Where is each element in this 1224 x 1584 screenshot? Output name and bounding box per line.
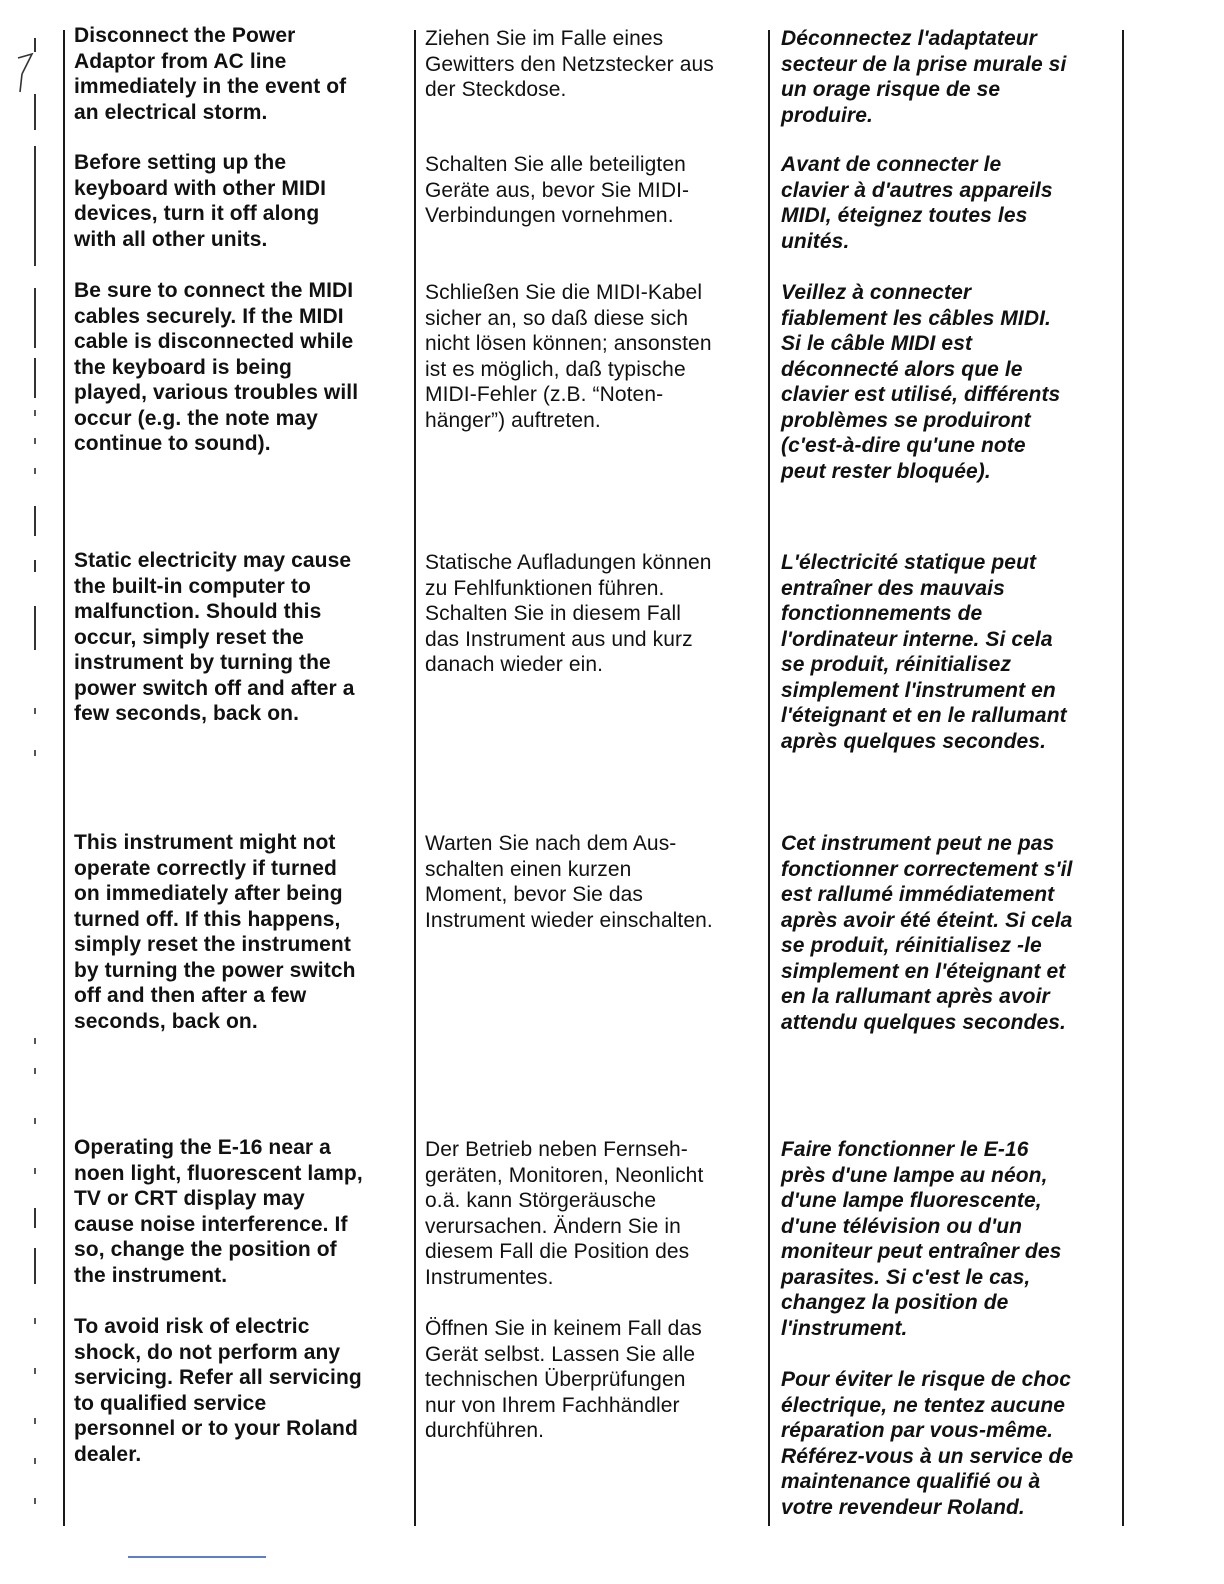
french-text-power-storm: Déconnectez l'adaptateur secteur de la prise murale si un orage risque de se produire.: [781, 27, 1067, 127]
column-rule-right: [768, 30, 770, 1526]
french-text-midi-cables: Veillez à connecter fiablement les câbles MIDI. Si le câble MIDI est déconnecté alors que le clavier est utilisé, différents problèmes se produiront (c'est-à-dire qu'une note peut rester bloquée).: [781, 281, 1061, 483]
german-text-electric-shock: Öffnen Sie in keinem Fall das Gerät selbst. Lassen Sie alle technischen Überprüfungen nur von Ihrem Fachhändler durchführen.: [425, 1317, 702, 1442]
column-rule-middle: [414, 30, 416, 1526]
german-text-noise-interference: Der Betrieb neben Fernseh- geräten, Monitoren, Neonlicht o.ä. kann Störgeräusche verursachen. Ändern Sie in diesem Fall die Position des Instrumentes.: [425, 1138, 704, 1289]
french-text-midi-setup: Avant de connecter le clavier à d'autres appareils MIDI, éteignez toutes les unités.: [781, 153, 1053, 253]
german-text-midi-cables: Schließen Sie die MIDI-Kabel sicher an, so daß diese sich nicht lösen können; ansonsten ist es möglich, daß typische MIDI-Fehler (z.B. “Noten- hänger”) auftreten.: [425, 281, 712, 432]
english-text-power-storm: Disconnect the Power Adaptor from AC line immediately in the event of an electrical storm.: [74, 24, 347, 124]
column-rule-far-right: [1122, 30, 1124, 1526]
english-text-static-electricity: Static electricity may cause the built-in computer to malfunction. Should this occur, simply reset the instrument by turning the power switch off and after a few seconds, back on.: [74, 549, 355, 725]
english-text-midi-cables: Be sure to connect the MIDI cables securely. If the MIDI cable is disconnected while the keyboard is being played, various troubles will occur (e.g. the note may continue to sound).: [74, 279, 359, 455]
german-text-static-electricity: Statische Aufladungen können zu Fehlfunktionen führen. Schalten Sie in diesem Fall das Instrument aus und kurz danach wieder ein.: [425, 551, 712, 676]
column-rule-left: [63, 30, 65, 1526]
french-text-electric-shock: Pour éviter le risque de choc électrique, ne tentez aucune réparation par vous-même. Référez-vous à un service de maintenance qualifié ou à votre revendeur Roland.: [781, 1368, 1074, 1519]
german-text-power-storm: Ziehen Sie im Falle eines Gewitters den Netzstecker aus der Steckdose.: [425, 27, 714, 101]
french-text-restart-delay: Cet instrument peut ne pas fonctionner correctement s'il est rallumé immédiatement après avoir été éteint. Si cela se produit, réinitialisez -le simplement en l'éteignant et en la rallumant après avoir attendu quelques secondes.: [781, 832, 1073, 1034]
german-text-restart-delay: Warten Sie nach dem Aus- schalten einen kurzen Moment, bevor Sie das Instrument wieder einschalten.: [425, 832, 713, 932]
french-text-static-electricity: L'électricité statique peut entraîner des mauvais fonctionnements de l'ordinateur interne. Si cela se produit, réinitialisez simplement l'instrument en l'éteignant et en le rallumant après quelques secondes.: [781, 551, 1067, 753]
german-text-midi-setup: Schalten Sie alle beteiligten Geräte aus, bevor Sie MIDI- Verbindungen vornehmen.: [425, 153, 690, 227]
english-text-restart-delay: This instrument might not operate correctly if turned on immediately after being turned off. If this happens, simply reset the instrument by turning the power switch off and then after a few seconds, back on.: [74, 831, 356, 1033]
english-text-electric-shock: To avoid risk of electric shock, do not perform any servicing. Refer all servicing to qualified service personnel or to your Roland dealer.: [74, 1315, 362, 1466]
english-text-midi-setup: Before setting up the keyboard with other MIDI devices, turn it off along with all other units.: [74, 151, 327, 251]
binding-margin-marks: [30, 38, 40, 1518]
footer-rule: [128, 1556, 266, 1558]
english-text-noise-interference: Operating the E-16 near a noen light, fluorescent lamp, TV or CRT display may cause noise interference. If so, change the position of the instrument.: [74, 1136, 363, 1287]
french-text-noise-interference: Faire fonctionner le E-16 près d'une lampe au néon, d'une lampe fluorescente, d'une télévision ou d'un moniteur peut entraîner des parasites. Si c'est le cas, changez la position de l'instrument.: [781, 1138, 1062, 1340]
